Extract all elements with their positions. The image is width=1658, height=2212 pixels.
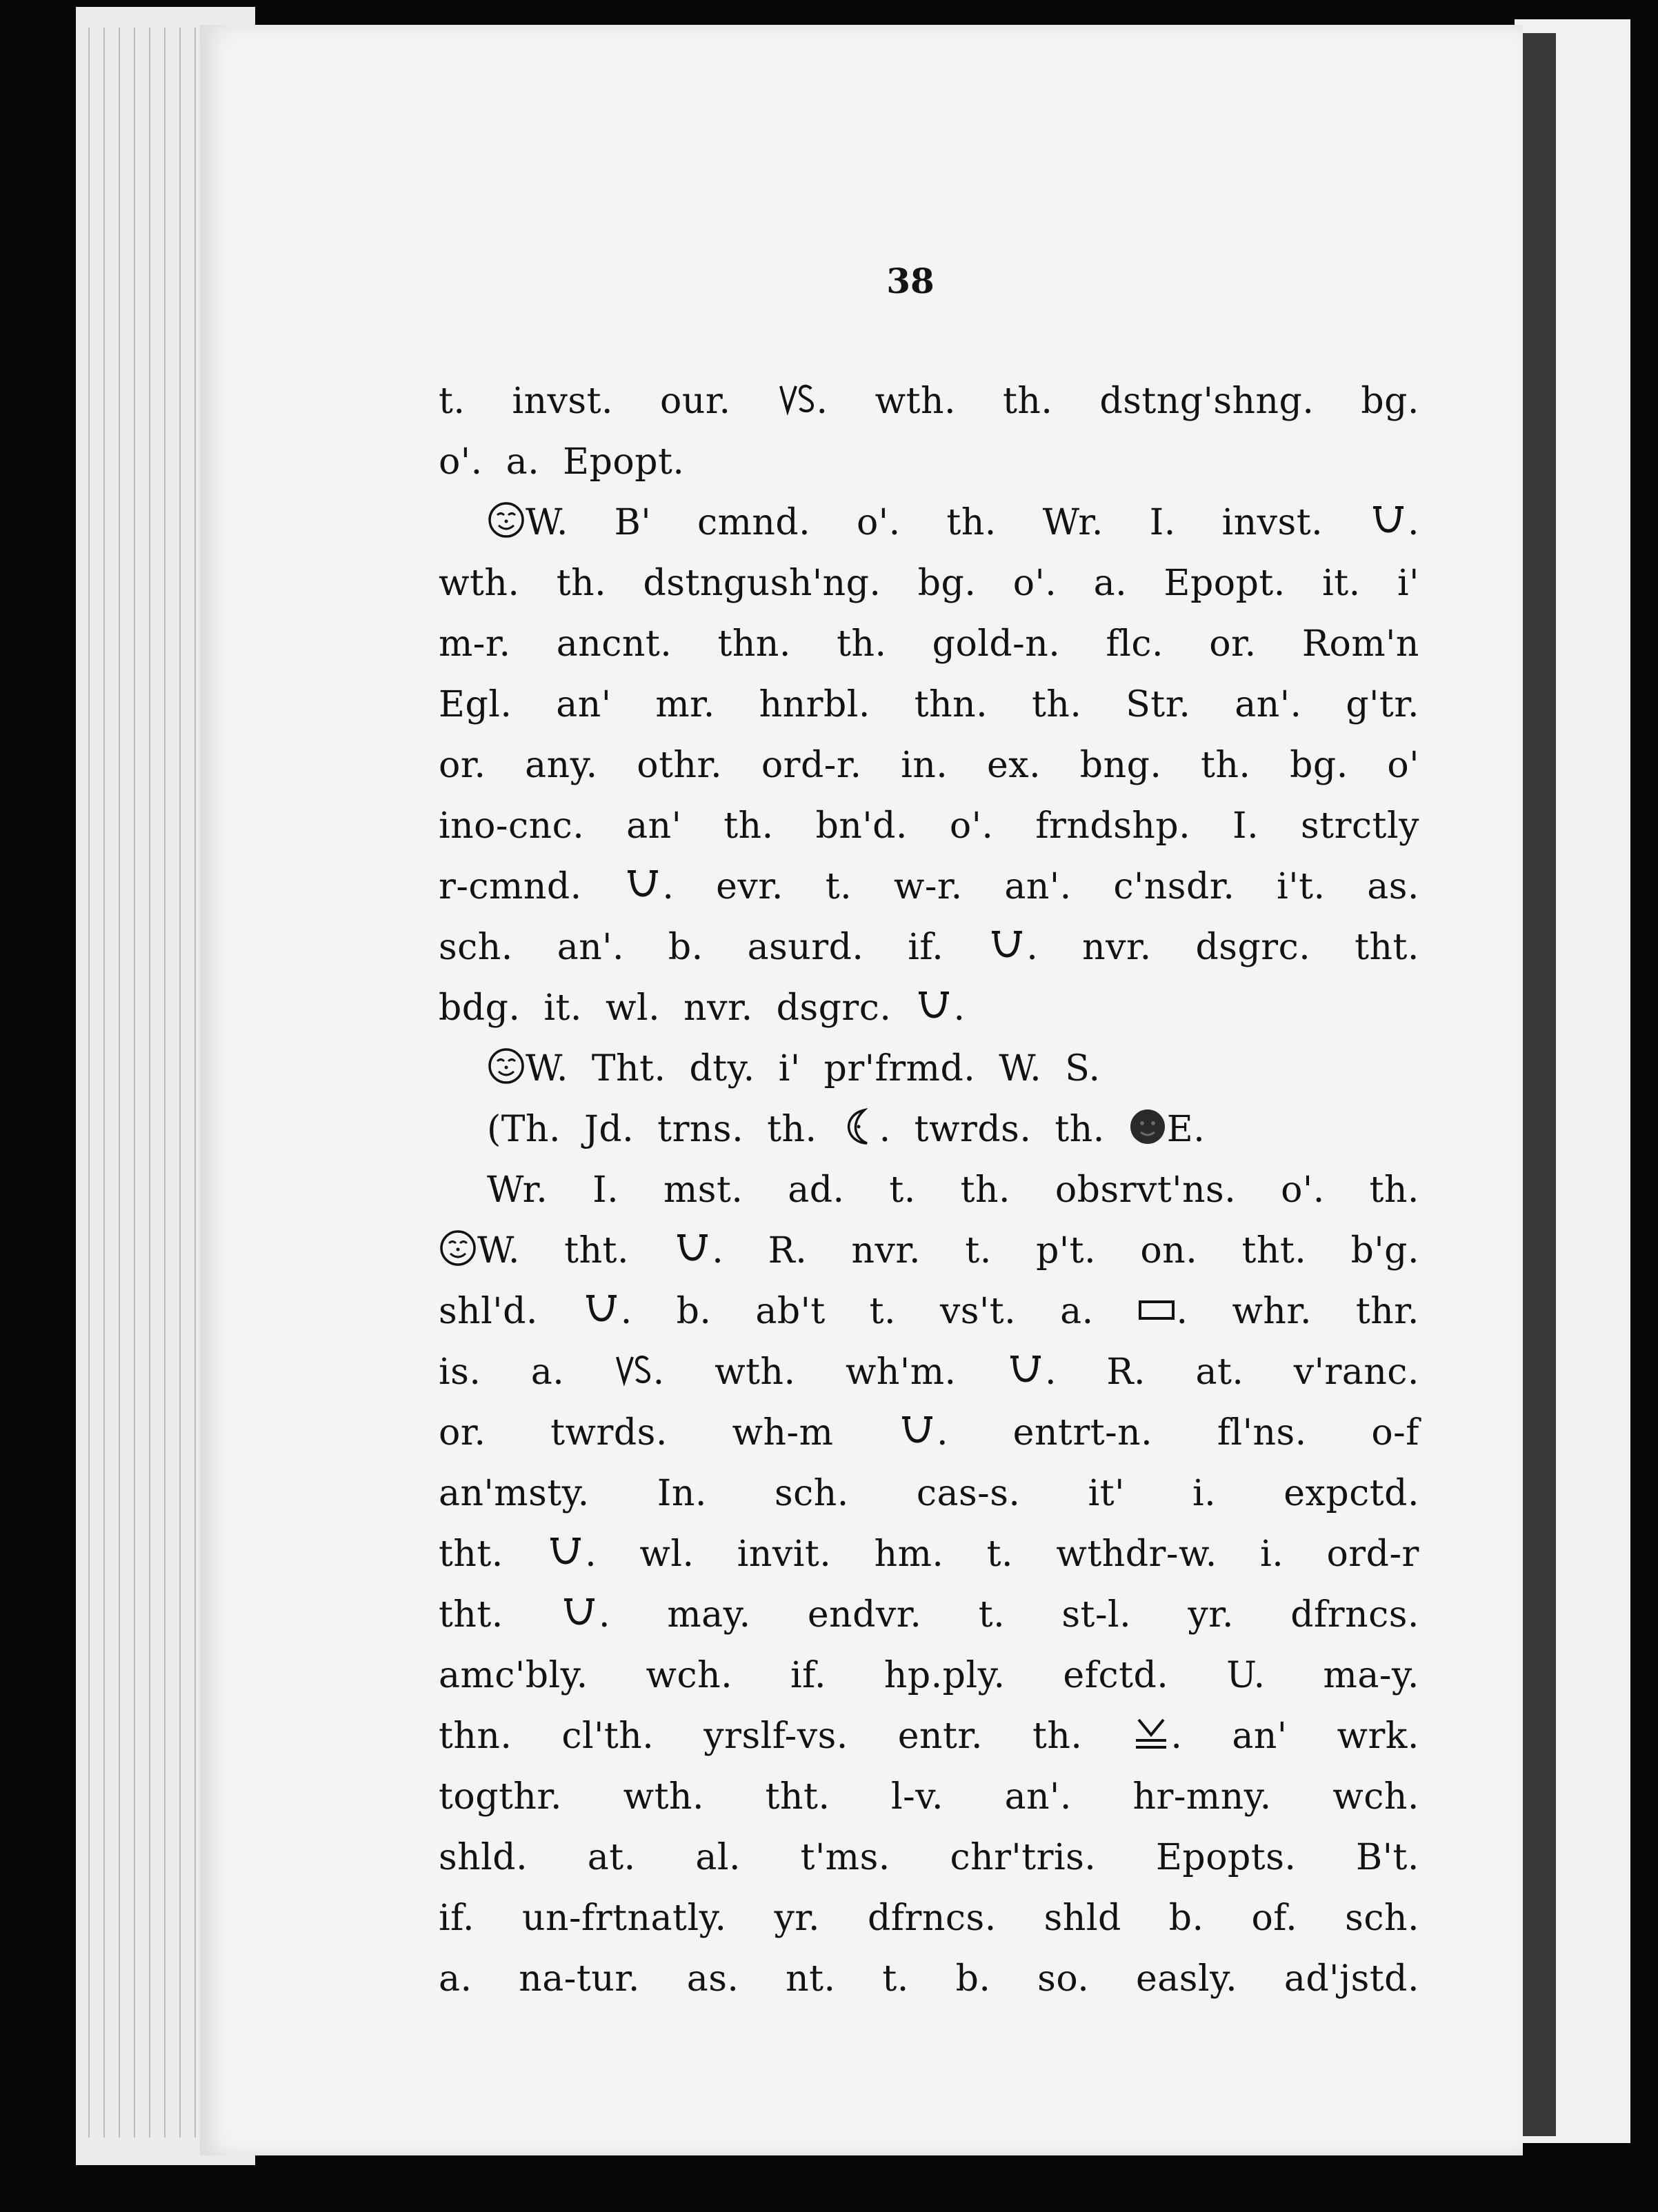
word: dsgrc. <box>776 987 892 1029</box>
text-line <box>439 614 1419 674</box>
word: easly. <box>1136 1958 1238 2000</box>
word: shl'd. <box>439 1291 538 1332</box>
word: sch. <box>439 927 513 968</box>
word: twrds. <box>914 1109 1032 1150</box>
word: I. <box>1149 502 1176 543</box>
word: R. <box>1106 1351 1146 1393</box>
word: or. <box>1209 623 1257 665</box>
word: invst. <box>1221 502 1324 543</box>
word: trns. <box>657 1109 744 1150</box>
text-line <box>439 1645 1419 1706</box>
word: th. <box>837 623 887 665</box>
word: t. <box>882 1958 909 2000</box>
word: ad'jstd. <box>1284 1958 1419 2000</box>
word: on. <box>1140 1230 1198 1271</box>
altar-icon <box>1132 1714 1170 1753</box>
word: endvr. <box>807 1594 922 1636</box>
word: o-f <box>1371 1412 1419 1454</box>
word: . <box>988 917 1038 978</box>
body-text <box>439 371 1419 2009</box>
word: . <box>560 1585 610 1645</box>
word: S. <box>1065 1048 1101 1089</box>
word: an'msty. <box>439 1473 590 1514</box>
word: nvr. <box>851 1230 921 1271</box>
word: yr. <box>1188 1594 1234 1636</box>
word: . <box>1006 1342 1057 1402</box>
word: any. <box>525 745 598 786</box>
word: un-frtnatly. <box>522 1898 727 1939</box>
word: b. <box>1168 1898 1204 1939</box>
word: o'. <box>949 805 994 847</box>
word: othr. <box>637 745 723 786</box>
word: yrslf-vs. <box>703 1716 848 1757</box>
word: mr. <box>655 684 715 725</box>
word: . <box>582 1281 632 1342</box>
word: o'. <box>1281 1169 1325 1211</box>
word: Wr. <box>1042 502 1103 543</box>
word: In. <box>657 1473 707 1514</box>
U-glyph-icon <box>560 1593 599 1631</box>
word: . <box>915 978 965 1038</box>
word: evr. <box>716 866 783 907</box>
word: asurd. <box>747 927 864 968</box>
word: . <box>898 1402 948 1463</box>
word: i' <box>1397 563 1419 604</box>
word: Jd. <box>584 1109 635 1150</box>
word: . <box>841 1099 891 1160</box>
word: Wr. <box>487 1169 548 1211</box>
word: invst. <box>512 381 614 422</box>
word: Epopts. <box>1155 1837 1297 1878</box>
word: Epopt. <box>563 441 685 483</box>
text-line <box>439 856 1419 917</box>
word: efctd. <box>1063 1655 1169 1696</box>
word: if. <box>790 1655 827 1696</box>
text-line <box>439 1281 1419 1342</box>
word: hm. <box>874 1534 944 1575</box>
word: B't. <box>1356 1837 1419 1878</box>
text-line <box>439 1342 1419 1402</box>
word: strctly <box>1300 805 1419 847</box>
word: whr. <box>1232 1291 1312 1332</box>
word: th. <box>556 563 607 604</box>
word: wth. <box>439 563 520 604</box>
word: B' <box>614 502 652 543</box>
word: th. <box>767 1109 817 1150</box>
word: b. <box>676 1291 712 1332</box>
text-line <box>439 735 1419 796</box>
word: a. <box>439 1958 472 2000</box>
word: . <box>615 1342 665 1402</box>
word: U. <box>1226 1655 1266 1696</box>
word: Rom'n <box>1301 623 1419 665</box>
word: vs't. <box>939 1291 1017 1332</box>
word: may. <box>667 1594 751 1636</box>
text-line <box>439 674 1419 735</box>
word: . <box>1137 1281 1188 1342</box>
word: t. <box>978 1594 1006 1636</box>
word: Epopt. <box>1163 563 1286 604</box>
word: entr. <box>897 1716 983 1757</box>
word: amc'bly. <box>439 1655 588 1696</box>
word: . <box>623 856 674 917</box>
word: it. <box>543 987 582 1029</box>
word: o'. <box>1012 563 1057 604</box>
text-line <box>439 1038 1419 1099</box>
word: dsgrc. <box>1195 927 1311 968</box>
word: ino-cnc. <box>439 805 585 847</box>
word: a. <box>1093 563 1128 604</box>
word: W. <box>487 492 568 553</box>
word: th. <box>1003 381 1053 422</box>
text-line <box>439 796 1419 856</box>
word: if. <box>908 927 944 968</box>
text-line <box>439 917 1419 978</box>
word: th. <box>1201 745 1251 786</box>
word: tht. <box>439 1594 503 1636</box>
text-line <box>439 978 1419 1038</box>
word: an' <box>556 684 612 725</box>
word: E. <box>1128 1099 1206 1160</box>
text-line <box>439 1888 1419 1949</box>
word: b. <box>668 927 703 968</box>
word: if. <box>439 1898 475 1939</box>
U-glyph-icon <box>988 925 1026 964</box>
text-line <box>439 553 1419 614</box>
U-glyph-icon <box>915 986 953 1025</box>
word: chr'tris. <box>950 1837 1097 1878</box>
word: g'tr. <box>1346 684 1419 725</box>
word: t. <box>825 866 852 907</box>
word: . <box>673 1220 723 1281</box>
text-line <box>439 1463 1419 1524</box>
word: it' <box>1088 1473 1125 1514</box>
word: mst. <box>663 1169 743 1211</box>
word: frndshp. <box>1035 805 1191 847</box>
text-line <box>439 492 1419 553</box>
text-line <box>439 1827 1419 1888</box>
word: v'ranc. <box>1293 1351 1419 1393</box>
word: W. <box>487 1038 568 1099</box>
U-glyph-icon <box>582 1289 621 1328</box>
word: gold-n. <box>932 623 1061 665</box>
word: o'. <box>439 441 483 483</box>
word: an'. <box>1004 1776 1072 1818</box>
word: so. <box>1037 1958 1090 2000</box>
word: i. <box>1192 1473 1217 1514</box>
word: i' <box>778 1048 801 1089</box>
word: ord-r <box>1326 1534 1419 1575</box>
word: I. <box>1232 805 1259 847</box>
word: thr. <box>1355 1291 1419 1332</box>
word: b. <box>955 1958 991 2000</box>
VS-glyph-icon <box>615 1350 653 1389</box>
text-line <box>439 371 1419 432</box>
word: th. <box>723 805 774 847</box>
word: t. <box>889 1169 916 1211</box>
word: twrds. <box>550 1412 668 1454</box>
word: pr'frmd. <box>823 1048 976 1089</box>
word: bn'd. <box>815 805 908 847</box>
U-glyph-icon <box>898 1411 937 1449</box>
word: t. <box>869 1291 897 1332</box>
word: flc. <box>1106 623 1163 665</box>
word: . <box>778 371 828 432</box>
word: o'. <box>857 502 901 543</box>
word: th. <box>946 502 997 543</box>
word: Str. <box>1126 684 1191 725</box>
word: b'g. <box>1350 1230 1419 1271</box>
word: dstngush'ng. <box>643 563 881 604</box>
word: togthr. <box>439 1776 563 1818</box>
word: an' <box>626 805 682 847</box>
word: cl'th. <box>561 1716 655 1757</box>
word: thn. <box>717 623 791 665</box>
word: W. <box>439 1220 520 1281</box>
U-glyph-icon <box>546 1532 585 1571</box>
word: sch. <box>1345 1898 1419 1939</box>
word: or. <box>439 745 486 786</box>
word: l-v. <box>891 1776 943 1818</box>
word: as. <box>1367 866 1419 907</box>
word: st-l. <box>1061 1594 1132 1636</box>
word: r-cmnd. <box>439 866 582 907</box>
word: Tht. <box>591 1048 666 1089</box>
word: invit. <box>737 1534 832 1575</box>
word: w-r. <box>893 866 963 907</box>
word: tht. <box>765 1776 830 1818</box>
text-line <box>439 1402 1419 1463</box>
word: R. <box>768 1230 808 1271</box>
word: th. <box>1031 684 1082 725</box>
word: tht. <box>439 1534 503 1575</box>
word: . <box>1132 1706 1182 1767</box>
text-line <box>439 1099 1419 1160</box>
word: dfrncs. <box>868 1898 997 1939</box>
word: hr-mny. <box>1132 1776 1272 1818</box>
word: ma-y. <box>1323 1655 1419 1696</box>
word: fl'ns. <box>1217 1412 1307 1454</box>
word: sch. <box>774 1473 849 1514</box>
word: bg. <box>1361 381 1419 422</box>
word: bg. <box>1290 745 1348 786</box>
word: tht. <box>564 1230 629 1271</box>
word: p't. <box>1036 1230 1097 1271</box>
word: thn. <box>914 684 988 725</box>
U-glyph-icon <box>1369 501 1408 539</box>
word: it. <box>1322 563 1361 604</box>
page-number: 38 <box>886 261 935 301</box>
word: wth. <box>623 1776 705 1818</box>
dark-sun-icon <box>1128 1107 1167 1146</box>
word: yr. <box>774 1898 821 1939</box>
word: at. <box>1195 1351 1244 1393</box>
word: wrk. <box>1337 1716 1419 1757</box>
word: is. <box>439 1351 481 1393</box>
word: t. <box>439 381 466 422</box>
word: Egl. <box>439 684 512 725</box>
text-line <box>439 1220 1419 1281</box>
text-line <box>439 432 1419 492</box>
word: th. <box>1032 1716 1083 1757</box>
word: an'. <box>1004 866 1072 907</box>
text-line <box>439 1949 1419 2009</box>
text-line <box>439 1160 1419 1220</box>
word: dstng'shng. <box>1099 381 1315 422</box>
U-glyph-icon <box>623 865 662 903</box>
word: ord-r. <box>761 745 862 786</box>
word: ancnt. <box>556 623 672 665</box>
U-glyph-icon <box>673 1229 712 1267</box>
word: m-r. <box>439 623 511 665</box>
word: th. <box>960 1169 1011 1211</box>
word: wl. <box>605 987 661 1029</box>
word: of. <box>1251 1898 1298 1939</box>
word: or. <box>439 1412 486 1454</box>
word: (Th. <box>487 1109 561 1150</box>
word: wch. <box>646 1655 733 1696</box>
word: thn. <box>439 1716 512 1757</box>
word: ab't <box>755 1291 826 1332</box>
word: bng. <box>1079 745 1162 786</box>
word: wh'm. <box>845 1351 957 1393</box>
word: t. <box>965 1230 992 1271</box>
word: ex. <box>987 745 1041 786</box>
smiling-sun-icon <box>487 1047 526 1085</box>
word: expctd. <box>1284 1473 1419 1514</box>
word: o' <box>1387 745 1419 786</box>
smiling-sun-icon <box>439 1229 477 1267</box>
word: a. <box>1060 1291 1094 1332</box>
word: tht. <box>1355 927 1419 968</box>
word: wl. <box>639 1534 695 1575</box>
word: nvr. <box>1082 927 1152 968</box>
word: hnrbl. <box>759 684 870 725</box>
word: nt. <box>786 1958 836 2000</box>
smiling-sun-icon <box>487 501 526 539</box>
word: an'. <box>1235 684 1302 725</box>
word: W. <box>999 1048 1042 1089</box>
word: wh-m <box>732 1412 834 1454</box>
word: as. <box>686 1958 739 2000</box>
word: wch. <box>1332 1776 1419 1818</box>
word: at. <box>587 1837 636 1878</box>
word: . <box>1369 492 1419 553</box>
text-line <box>439 1706 1419 1767</box>
word: dfrncs. <box>1290 1594 1419 1636</box>
word: entrt-n. <box>1012 1412 1153 1454</box>
word: hp.ply. <box>883 1655 1006 1696</box>
word: . <box>546 1524 597 1585</box>
word: our. <box>660 381 731 422</box>
box-icon <box>1137 1289 1176 1328</box>
word: ad. <box>788 1169 845 1211</box>
word: shld <box>1043 1898 1121 1939</box>
word: i't. <box>1277 866 1326 907</box>
word: obsrvt'ns. <box>1055 1169 1237 1211</box>
word: wth. <box>715 1351 796 1393</box>
text-line <box>439 1524 1419 1585</box>
crescent-moon-icon <box>841 1107 879 1146</box>
word: wthdr-w. <box>1056 1534 1217 1575</box>
word: th. <box>1055 1109 1105 1150</box>
word: t'ms. <box>800 1837 890 1878</box>
U-glyph-icon <box>1006 1350 1045 1389</box>
word: cmnd. <box>697 502 811 543</box>
word: i. <box>1260 1534 1284 1575</box>
word: in. <box>901 745 948 786</box>
word: an' <box>1232 1716 1288 1757</box>
word: t. <box>986 1534 1014 1575</box>
word: cas-s. <box>916 1473 1021 1514</box>
word: wth. <box>875 381 956 422</box>
word: nvr. <box>683 987 753 1029</box>
word: bg. <box>917 563 977 604</box>
word: tht. <box>1241 1230 1307 1271</box>
VS-glyph-icon <box>778 379 817 418</box>
word: bdg. <box>439 987 521 1029</box>
page-gutter-shadow <box>1521 33 1556 2136</box>
word: shld. <box>439 1837 528 1878</box>
text-line <box>439 1767 1419 1827</box>
word: a. <box>506 441 540 483</box>
text-line <box>439 1585 1419 1645</box>
word: na-tur. <box>519 1958 640 2000</box>
word: c'nsdr. <box>1113 866 1235 907</box>
word: I. <box>592 1169 619 1211</box>
word: dty. <box>689 1048 755 1089</box>
word: th. <box>1369 1169 1419 1211</box>
word: a. <box>530 1351 565 1393</box>
word: an'. <box>557 927 625 968</box>
word: al. <box>695 1837 741 1878</box>
